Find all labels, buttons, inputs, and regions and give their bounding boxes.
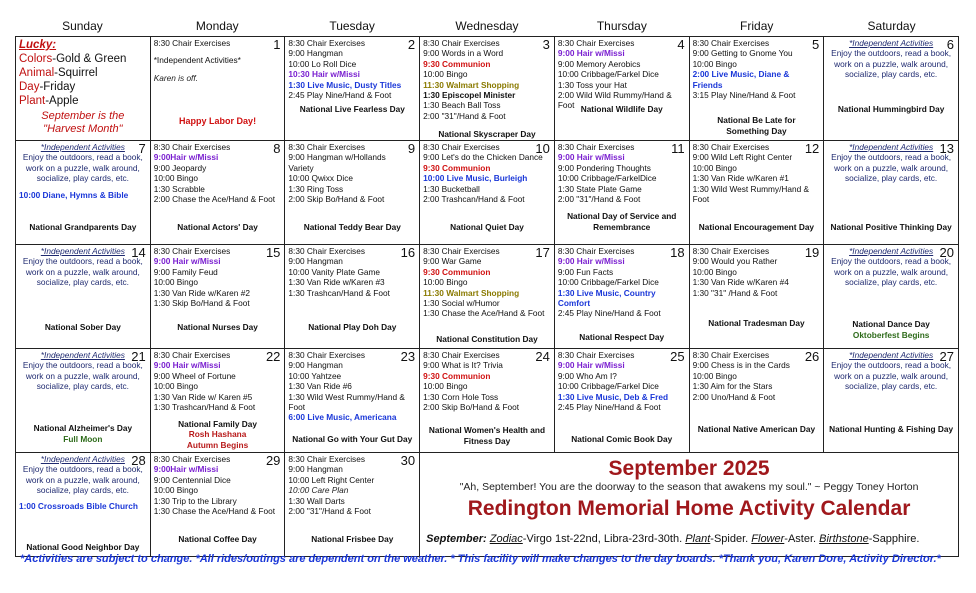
day-cell-4: 4 8:30 Chair Exercises 9:00 Hair w/Missi 9:00 Memory Aerobics 10:00 Cribbage/Farkel Dice 1:30 Toss your Hat 2:00 Wild Wild Rummy/Hand & Foot National Wildlife Day (555, 37, 690, 141)
autumn-label: Autumn Begins (186, 439, 249, 450)
national-day: National Dance Day Oktoberfest Begins (826, 319, 956, 340)
day-cell-27: 27 *Independent Activities Enjoy the outdoors, read a book, work on a puzzle, walk around, socialize, play cards, etc. National Hunting & Fishing Day (824, 349, 959, 453)
calendar-banner (420, 453, 959, 557)
national-day: National Nurses Day (177, 321, 258, 332)
weekday-tuesday: Tuesday (329, 19, 375, 33)
independent-activities: *Independent Activities Enjoy the outdoors, read a book, work on a puzzle, walk around, socialize, play cards, etc. (831, 38, 952, 80)
national-day: National Tradesman Day (708, 317, 805, 328)
day-cell-26: 26 8:30 Chair Exercises 9:00 Chess is in the Cards 10:00 Bingo 1:30 Aim for the Stars 2:00 Uno/Hand & Foot National Native American Day (690, 349, 825, 453)
rosh-hashana-label: Rosh Hashana (188, 429, 247, 440)
national-day: National Be Late for Something Day (717, 115, 796, 136)
national-day: National Comic Book Day (571, 433, 673, 444)
lucky-day-value: -Friday (39, 81, 76, 93)
weekday-thursday: Thursday (596, 19, 647, 33)
independent-activities: *Independent Activities Enjoy the outdoors, read a book, work on a puzzle, walk around, socialize, play cards, etc. (831, 246, 952, 288)
national-day: National Hunting & Fishing Day (829, 423, 954, 434)
banner-quote: "Ah, September! You are the doorway to the season that awakens my soul." ~ Peggy Toney Horton (459, 481, 919, 493)
independent-activities: *Independent Activities Enjoy the outdoors, read a book, work on a puzzle, walk around, socialize, play cards, etc. (22, 142, 143, 184)
national-day: National Quiet Day (450, 221, 524, 232)
weekday-saturday: Saturday (867, 19, 916, 33)
day-cell-13: 13 *Independent Activities Enjoy the outdoors, read a book, work on a puzzle, walk around, socialize, play cards, etc. National Positive Thinking Day (824, 141, 959, 245)
national-day: National Skyscraper Day (438, 128, 536, 139)
day-cell-3: 3 8:30 Chair Exercises 9:00 Words in a Word 9:30 Communion 10:00 Bingo 11:30 Walmart Shopping 1:30 Episcopel Minister 1:30 Beach Ball Toss 2:00 "31"/Hand & Foot National Skyscraper Day (420, 37, 555, 141)
day-cell-6: 6 *Independent Activities Enjoy the outdoors, read a book, work on a puzzle, walk around, socialize, play cards, etc. National Hummingbird Day (824, 37, 959, 141)
national-day: National Wildlife Day (580, 103, 663, 114)
national-day: National Coffee Day (178, 533, 257, 544)
independent-activities: *Independent Activities Enjoy the outdoors, read a book, work on a puzzle, walk around, socialize, play cards, etc. (831, 142, 952, 184)
lucky-day-key: Day (19, 81, 40, 93)
day-cell-30: 30 8:30 Chair Exercises 9:00 Hangman 10:00 Left Right Center 10:00 Care Plan 1:30 Wall Darts 2:00 "31"/Hand & Foot National Frisbee Day (285, 453, 420, 557)
banner-title: September 2025 (608, 457, 770, 480)
day-cell-23: 23 8:30 Chair Exercises 9:00 Hangman 10:00 Yahtzee 1:30 Van Ride #6 1:30 Wild West Rummy/Hand & Foot 6:00 Live Music, Americana National Go with Your Gut Day (285, 349, 420, 453)
weekday-monday: Monday (195, 19, 239, 33)
national-day: National Actors' Day (177, 221, 258, 232)
lucky-plant-key: Plant (19, 95, 46, 107)
national-day: National Frisbee Day (311, 533, 394, 544)
day-cell-12: 12 8:30 Chair Exercises 9:00 Wild Left Right Center 10:00 Bingo 1:30 Van Ride w/Karen #1 1:30 Wild West Rummy/Hand & Foot National Encouragement Day (690, 141, 825, 245)
day-cell-2: 2 8:30 Chair Exercises 9:00 Hangman 10:00 Lo Roll Dice 10:30 Hair w/Missi 1:30 Live Music, Dusty Titles 2:45 Play Nine/Hand & Foot National Live Fearless Day (285, 37, 420, 141)
national-day: National Hummingbird Day (837, 103, 945, 114)
day-cell-15: 15 8:30 Chair Exercises 9:00 Hair w/Missi 9:00 Family Feud 10:00 Bingo 1:30 Van Ride w/Karen #2 1:30 Skip Bo/Hand & Foot National Nurses Day (151, 245, 286, 349)
national-day: National Live Fearless Day (299, 103, 405, 114)
full-moon-label: Full Moon (63, 433, 103, 444)
footer-note: *Activities are subject to change. *All rides/outings are dependent on the weather. * This facility will make changes to the day boards. *Thank you, Karen Dore, Activity Director.* (20, 553, 941, 565)
day-cell-20: 20 *Independent Activities Enjoy the outdoors, read a book, work on a puzzle, walk around, socialize, play cards, etc. National Dance Day Oktoberfest Begins (824, 245, 959, 349)
month-facts: September: Zodiac-Virgo 1st-22nd, Libra-23rd-30th. Plant-Spider. Flower-Aster. Birthstone-Sapphire. (426, 533, 920, 545)
day-cell-17: 17 8:30 Chair Exercises 9:00 War Game 9:30 Communion 10:00 Bingo 11:30 Walmart Shopping 1:30 Social w/Humor 1:30 Chase the Ace/Hand & Foot National Constitution Day (420, 245, 555, 349)
lucky-cell (16, 37, 151, 141)
day-cell-1: 1 8:30 Chair Exercises *Independent Activities* Karen is off. Happy Labor Day! (151, 37, 286, 141)
day-cell-5: 5 8:30 Chair Exercises 9:00 Getting to Gnome You 10:00 Bingo 2:00 Live Music, Diane & Friends 3:15 Play Nine/Hand & Foot National Be Late for Something Day (690, 37, 825, 141)
day-cell-14: 14 *Independent Activities Enjoy the outdoors, read a book, work on a puzzle, walk around, socialize, play cards, etc. National Sober Day (16, 245, 151, 349)
day-cell-7: 7 *Independent Activities Enjoy the outdoors, read a book, work on a puzzle, walk around, socialize, play cards, etc. 10:00 Diane, Hymns & Bible National Grandparents Day (16, 141, 151, 245)
national-day: National Play Doh Day (308, 321, 397, 332)
day-cell-24: 24 8:30 Chair Exercises 9:00 What is It? Trivia 9:30 Communion 10:00 Bingo 1:30 Corn Hole Toss 2:00 Skip Bo/Hand & Foot National Women's Health and Fitness Day (420, 349, 555, 453)
day-cell-16: 16 8:30 Chair Exercises 9:00 Hangman 10:00 Vanity Plate Game 1:30 Van Ride w/Karen #3 1:30 Trashcan/Hand & Foot National Play Doh Day (285, 245, 420, 349)
holiday-label: Happy Labor Day! (179, 115, 257, 126)
national-day: National Native American Day (697, 423, 816, 434)
day-cell-21: 21 *Independent Activities Enjoy the outdoors, read a book, work on a puzzle, walk around, socialize, play cards, etc. National Alzheimer's Day Full Moon (16, 349, 151, 453)
national-day: National Grandparents Day (29, 221, 137, 232)
weekday-wednesday: Wednesday (455, 19, 519, 33)
national-day: National Teddy Bear Day (303, 221, 401, 232)
banner-subtitle: Redington Memorial Home Activity Calendar (467, 497, 911, 520)
day-cell-9: 9 8:30 Chair Exercises 9:00 Hangman w/Hollands Variety 10:00 Qwixx Dice 1:30 Ring Toss 2:00 Skip Bo/Hand & Foot National Teddy Bear Day (285, 141, 420, 245)
day-cell-28: 28 *Independent Activities Enjoy the outdoors, read a book, work on a puzzle, walk around, socialize, play cards, etc. 1:00 Crossroads Bible Church National Good Neighbor Day (16, 453, 151, 557)
independent-activities: *Independent Activities Enjoy the outdoors, read a book, work on a puzzle, walk around, socialize, play cards, etc. (831, 350, 952, 392)
national-day: National Go with Your Gut Day (292, 433, 413, 444)
lucky-plant-value: -Apple (45, 95, 79, 107)
day-number: 1 (273, 37, 281, 52)
national-day: National Women's Health and Fitness Day (428, 425, 546, 446)
national-day: National Respect Day (579, 331, 665, 342)
day-cell-29: 29 8:30 Chair Exercises 9:00Hair w/Missi 9:00 Centennial Dice 10:00 Bingo 1:30 Trip to the Library 1:30 Chase the Ace/Hand & Foot National Coffee Day (151, 453, 286, 557)
national-day: National Day of Service and Remembrance (567, 211, 677, 232)
oktoberfest-label: Oktoberfest Begins (852, 329, 930, 340)
day-cell-18: 18 8:30 Chair Exercises 9:00 Hair w/Missi 9:00 Fun Facts 10:00 Cribbage/Farkel Dice 1:30 Live Music, Country Comfort 2:45 Play Nine/Hand & Foot National Respect Day (555, 245, 690, 349)
day-cell-11: 11 8:30 Chair Exercises 9:00 Hair w/Missi 9:00 Pondering Thoughts 10:00 Cribbage/FarkelDice 1:30 State Plate Game 2:00 "31"/Hand & Foot National Day of Service and Remembrance (555, 141, 690, 245)
national-day: National Constitution Day (436, 333, 538, 344)
weekday-friday: Friday (740, 19, 774, 33)
calendar-grid (15, 36, 959, 557)
national-day: National Positive Thinking Day (830, 221, 952, 232)
national-day: National Alzheimer's Day Full Moon (18, 423, 148, 444)
weekday-header (15, 18, 959, 36)
weekday-sunday: Sunday (62, 19, 103, 33)
lucky-colors-value: -Gold & Green (52, 53, 127, 65)
independent-activities: *Independent Activities Enjoy the outdoors, read a book, work on a puzzle, walk around, socialize, play cards, etc. (22, 350, 143, 392)
day-cell-8: 8 8:30 Chair Exercises 9:00Hair w/Missi 9:00 Jeopardy 10:00 Bingo 1:30 Scrabble 2:00 Chase the Ace/Hand & Foot National Actors' Day (151, 141, 286, 245)
day-cell-25: 25 8:30 Chair Exercises 9:00 Hair w/Missi 9:00 Who Am I? 10:00 Cribbage/Farkel Dice 1:30 Live Music, Deb & Fred 2:45 Play Nine/Hand & Foot National Comic Book Day (555, 349, 690, 453)
day-cell-19: 19 8:30 Chair Exercises 9:00 Would you Rather 10:00 Bingo 1:30 Van Ride w/Karen #4 1:30 "31" /Hand & Foot National Tradesman Day (690, 245, 825, 349)
calendar (15, 18, 959, 557)
independent-activities: *Independent Activities Enjoy the outdoors, read a book, work on a puzzle, walk around, socialize, play cards, etc. (22, 454, 143, 496)
independent-activities: *Independent Activities Enjoy the outdoors, read a book, work on a puzzle, walk around, socialize, play cards, etc. (22, 246, 143, 288)
national-day: National Encouragement Day (698, 221, 815, 232)
national-day: National Good Neighbor Day (26, 541, 140, 552)
lucky-animal-key: Animal (19, 67, 55, 79)
harvest-note: September is the "Harvest Month" (41, 110, 125, 135)
lucky-animal-value: -Squirrel (54, 67, 98, 79)
day-cell-22: 22 8:30 Chair Exercises 9:00 Hair w/Missi 9:00 Wheel of Fortune 10:00 Bingo 1:30 Van Ride w/ Karen #5 1:30 Trashcan/Hand & Foot National Family Day Rosh Hashana Autumn Begins (151, 349, 286, 453)
lucky-heading: Lucky: (19, 39, 57, 51)
lucky-colors-key: Colors (19, 53, 53, 65)
national-day: National Family Day Rosh Hashana Autumn Begins (153, 419, 283, 450)
day-cell-10: 10 8:30 Chair Exercises 9:00 Let's do the Chicken Dance 9:30 Communion 10:00 Live Music, Burleigh 1:30 Bucketball 2:00 Trashcan/Hand & Foot National Quiet Day (420, 141, 555, 245)
national-day: National Sober Day (44, 321, 121, 332)
